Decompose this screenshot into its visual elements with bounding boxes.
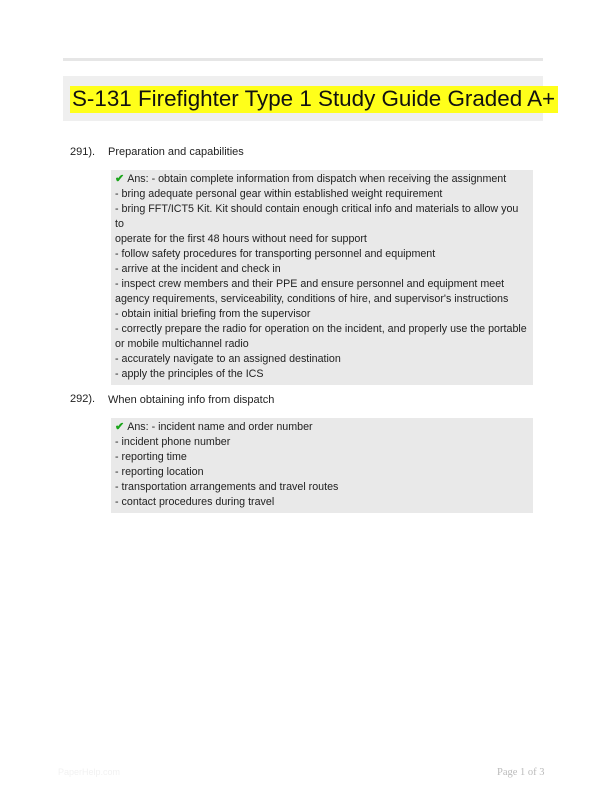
answer-line: - reporting time (115, 451, 187, 463)
answer-line: - bring adequate personal gear within established weight requirement (115, 188, 443, 200)
answer-line: - correctly prepare the radio for operation on the incident, and properly use the portable (115, 323, 527, 335)
answer-line: - arrive at the incident and check in (115, 263, 281, 275)
answer-line: - reporting location (115, 466, 204, 478)
answer-line: - bring FFT/ICT5 Kit. Kit should contain enough critical info and materials to allow you to (115, 203, 519, 230)
answer-line: - accurately navigate to an assigned destination (115, 353, 341, 365)
answer-line: - follow safety procedures for transporting personnel and equipment (115, 248, 436, 260)
question-text: Preparation and capabilities (108, 146, 244, 158)
top-divider (63, 58, 543, 61)
answer-line: - contact procedures during travel (115, 496, 275, 508)
answer-block (111, 170, 533, 385)
answer-line: - apply the principles of the ICS (115, 368, 264, 380)
answer-block (111, 418, 533, 513)
answer-line: agency requirements, serviceability, conditions of hire, and supervisor's instructions (115, 293, 509, 305)
checkmark-icon: ✔ (115, 173, 125, 185)
answer-line: - incident phone number (115, 436, 231, 448)
footer-watermark: PaperHelp.com (58, 767, 121, 777)
answer-prefix: Ans: - incident name and order number (127, 421, 313, 433)
page-number: Page 1 of 3 (497, 767, 545, 778)
answer-line: operate for the first 48 hours without need for support (115, 233, 367, 245)
answer-prefix: Ans: - obtain complete information from dispatch when receiving the assignment (127, 173, 507, 185)
answer-first-line (115, 172, 528, 187)
answer-line: - transportation arrangements and travel routes (115, 481, 339, 493)
question-number: 291). (70, 146, 96, 158)
answer-line: - obtain initial briefing from the supervisor (115, 308, 311, 320)
question-text: When obtaining info from dispatch (108, 394, 275, 406)
question-number: 292). (70, 393, 96, 405)
answer-line: - inspect crew members and their PPE and ensure personnel and equipment meet (115, 278, 505, 290)
answer-first-line (115, 420, 528, 435)
document-title: S-131 Firefighter Type 1 Study Guide Graded A+ (70, 86, 558, 113)
checkmark-icon: ✔ (115, 421, 125, 433)
answer-line: or mobile multichannel radio (115, 338, 249, 350)
